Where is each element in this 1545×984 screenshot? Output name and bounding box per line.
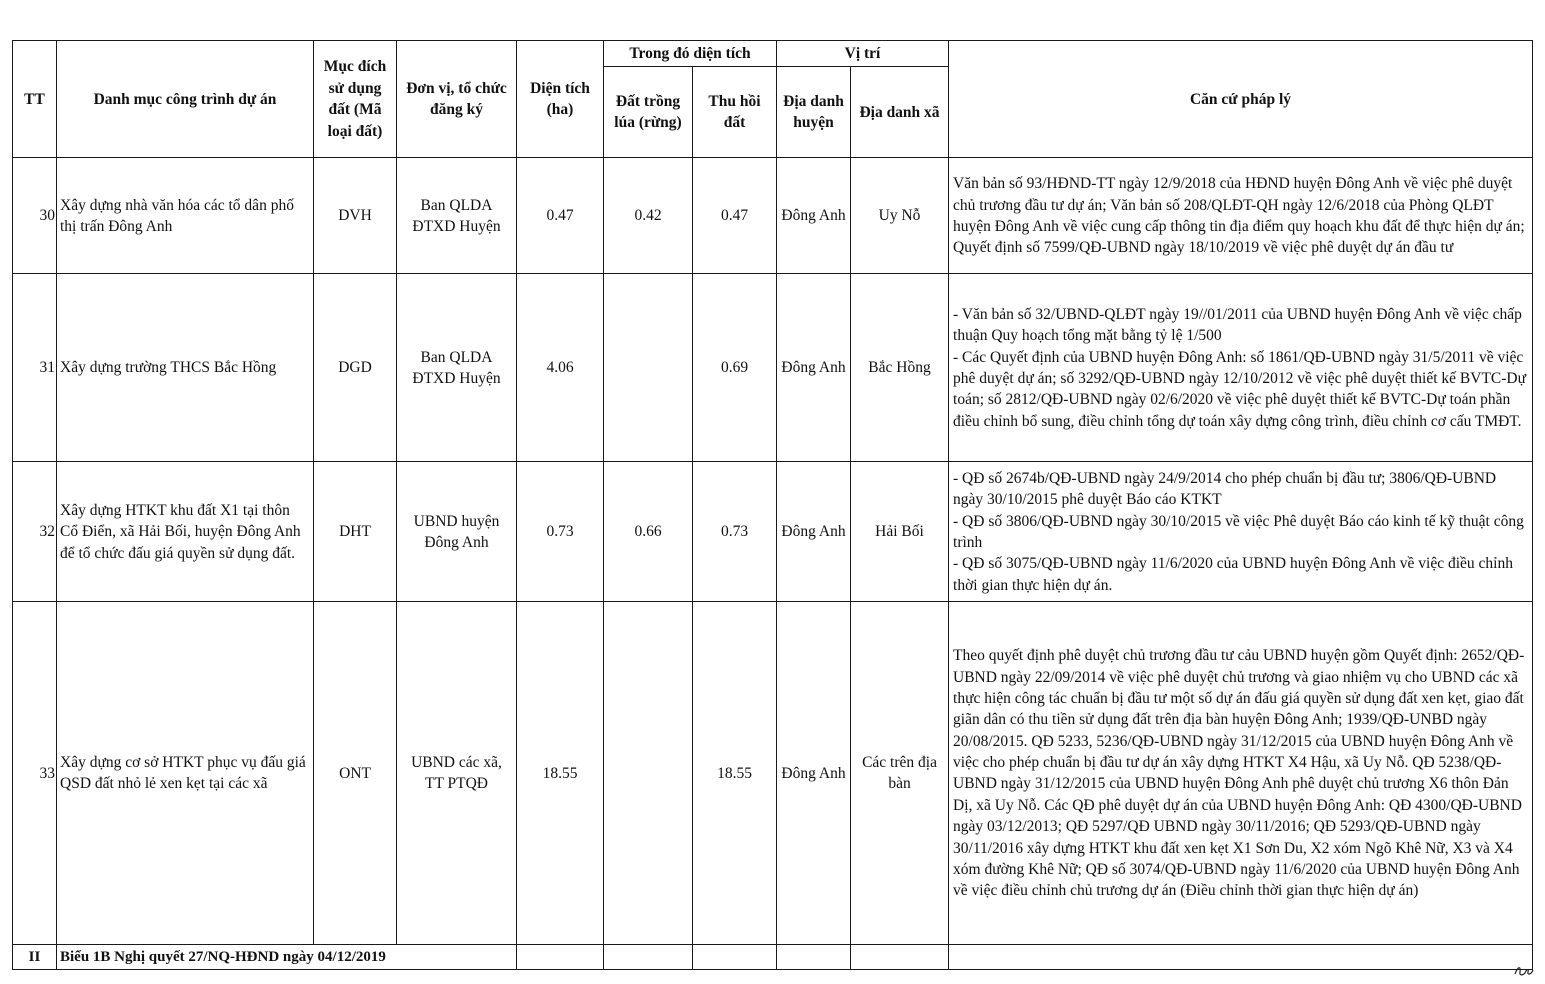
row-district: Đông Anh bbox=[777, 274, 851, 462]
row-area: 18.55 bbox=[517, 602, 604, 945]
header-within-group: Trong đó diện tích bbox=[604, 41, 777, 67]
row-purpose: DGD bbox=[314, 274, 397, 462]
row-commune: Bắc Hồng bbox=[851, 274, 949, 462]
row-recovered: 18.55 bbox=[693, 602, 777, 945]
row-tt: 32 bbox=[13, 462, 57, 602]
empty-cell bbox=[777, 945, 851, 970]
header-unit: Đơn vị, tổ chức đăng ký bbox=[397, 41, 517, 158]
header-legal: Căn cứ pháp lý bbox=[949, 41, 1533, 158]
row-unit: Ban QLDA ĐTXD Huyện bbox=[397, 274, 517, 462]
empty-cell bbox=[851, 945, 949, 970]
header-tt: TT bbox=[13, 41, 57, 158]
row-recovered: 0.69 bbox=[693, 274, 777, 462]
initials-mark bbox=[1513, 962, 1535, 978]
table-row bbox=[13, 274, 1533, 462]
row-legal bbox=[949, 158, 1533, 274]
row-recovered: 0.73 bbox=[693, 462, 777, 602]
row-project: Xây dựng HTKT khu đất X1 tại thôn Cổ Điển, xã Hải Bối, huyện Đông Anh để tổ chức đấu giá quyền sử dụng đất. bbox=[57, 462, 314, 602]
row-project: Xây dựng cơ sở HTKT phục vụ đấu giá QSD đất nhỏ lẻ xen kẹt tại các xã bbox=[57, 602, 314, 945]
row-recovered: 0.47 bbox=[693, 158, 777, 274]
table-row bbox=[13, 462, 1533, 602]
empty-cell bbox=[693, 945, 777, 970]
row-tt: 30 bbox=[13, 158, 57, 274]
row-purpose: DVH bbox=[314, 158, 397, 274]
empty-cell bbox=[949, 945, 1533, 970]
header-area: Diện tích (ha) bbox=[517, 41, 604, 158]
row-rice: 0.42 bbox=[604, 158, 693, 274]
legal-line: - QĐ số 3806/QĐ-UBND ngày 30/10/2015 về việc Phê duyệt Báo cáo kinh tế kỹ thuật công trình bbox=[953, 512, 1524, 551]
row-tt: 31 bbox=[13, 274, 57, 462]
header-project: Danh mục công trình dự án bbox=[57, 41, 314, 158]
table-row bbox=[13, 158, 1533, 274]
empty-cell bbox=[604, 945, 693, 970]
table-row bbox=[13, 602, 1533, 945]
header-location-group: Vị trí bbox=[777, 41, 949, 67]
row-rice: 0.66 bbox=[604, 462, 693, 602]
row-unit: UBND các xã, TT PTQĐ bbox=[397, 602, 517, 945]
row-district: Đông Anh bbox=[777, 158, 851, 274]
row-tt: 33 bbox=[13, 602, 57, 945]
row-area: 0.47 bbox=[517, 158, 604, 274]
empty-cell bbox=[517, 945, 604, 970]
header-purpose: Mục đích sử dụng đất (Mã loại đất) bbox=[314, 41, 397, 158]
legal-line: - QĐ số 2674b/QĐ-UBND ngày 24/9/2014 cho phép chuẩn bị đầu tư; 3806/QĐ-UBND ngày 30/10/2015 phê duyệt Báo cáo KTKT bbox=[953, 469, 1497, 509]
row-area: 4.06 bbox=[517, 274, 604, 462]
row-area: 0.73 bbox=[517, 462, 604, 602]
row-unit: UBND huyện Đông Anh bbox=[397, 462, 517, 602]
legal-line: Văn bản số 93/HĐND-TT ngày 12/9/2018 của HĐND huyện Đông Anh về việc phê duyệt chủ trương đầu tư dự án; Văn bản số 208/QLĐT-QH ngày 12/6/2018 của Phòng QLĐT huyện Đông Anh về việc cung cấp thông tin địa điểm quy hoạch khu đất để thực hiện dự án; Quyết định số 7599/QĐ-UBND ngày 18/10/2019 về việc phê duyệt dự án đầu tư bbox=[953, 175, 1525, 257]
legal-line: - QĐ số 3075/QĐ-UBND ngày 11/6/2020 của UBND huyện Đông Anh về việc điều chỉnh thời gian thực hiện dự án. bbox=[953, 555, 1513, 594]
row-purpose: ONT bbox=[314, 602, 397, 945]
row-commune: Các trên địa bàn bbox=[851, 602, 949, 945]
row-legal bbox=[949, 274, 1533, 462]
row-project: Xây dựng nhà văn hóa các tổ dân phố thị trấn Đông Anh bbox=[57, 158, 314, 274]
header-commune: Địa danh xã bbox=[851, 67, 949, 158]
section-row bbox=[13, 945, 1533, 970]
row-purpose: DHT bbox=[314, 462, 397, 602]
legal-line: - Các Quyết định của UBND huyện Đông Anh: số 1861/QĐ-UBND ngày 31/5/2011 về việc phê duyệt dự án; số 3292/QĐ-UBND ngày 12/10/2012 về việc phê duyệt thiết kế BVTC-Dự toán; số 2812/QĐ-UBND ngày 02/6/2020 về việc phê duyệt thiết kế BVTC-Dự toán phần điều chỉnh bổ sung, điều chỉnh tổng dự toán xây dựng công trình, điều chỉnh cơ cấu TMĐT. bbox=[953, 348, 1527, 430]
row-district: Đông Anh bbox=[777, 602, 851, 945]
row-commune: Hải Bối bbox=[851, 462, 949, 602]
row-rice bbox=[604, 602, 693, 945]
row-project: Xây dựng trường THCS Bắc Hồng bbox=[57, 274, 314, 462]
row-legal bbox=[949, 602, 1533, 945]
legal-line: Theo quyết định phê duyệt chủ trương đầu tư cảu UBND huyện gồm Quyết định: 2652/QĐ-UBND ngày 22/09/2014 về việc phê duyệt chủ trương và giao nhiệm vụ cho UBND các xã thực hiện công tác chuẩn bị đầu tư một số dự án đấu giá quyền sử dụng đất xen kẹt, giao đất giãn dân có thu tiền sử dụng đất trên địa bàn huyện Đông Anh; 1939/QĐ-UNBD ngày 20/08/2015. QĐ 5233, 5236/QĐ-UBND ngày 31/12/2015 của UBND huyện Đông Anh về việc cho phép chuẩn bị đầu tư dự án xây dựng HTKT X4 Hậu, xã Uy Nỗ. QĐ 5238/QĐ-UBND ngày 31/12/2015 của UBND huyện Đông Anh phê duyệt chủ trương X6 thôn Đản Dị, xã Uy Nỗ. Các QĐ phê duyệt dự án của UBND huyện Đông Anh: QĐ 4300/QĐ-UBND ngày 03/12/2013; QĐ 5297/QĐ UBND ngày 30/11/2016; QĐ 5293/QĐ-UBND ngày 30/11/2016 xây dựng HTKT khu đất xen kẹt X1 Sơn Du, X2 xóm Ngõ Khê Nữ, X3 và X4 xóm đường Khê Nữ; QĐ số 3074/QĐ-UBND ngày 11/6/2020 của UBND huyện Đông Anh về việc điều chỉnh chủ trương dự án (Điều chỉnh thời gian thực hiện dự án) bbox=[953, 647, 1525, 900]
row-unit: Ban QLDA ĐTXD Huyện bbox=[397, 158, 517, 274]
header-district: Địa danh huyện bbox=[777, 67, 851, 158]
row-legal bbox=[949, 462, 1533, 602]
row-commune: Uy Nỗ bbox=[851, 158, 949, 274]
header-recovered: Thu hồi đất bbox=[693, 67, 777, 158]
legal-line: - Văn bản số 32/UBND-QLĐT ngày 19//01/2011 của UBND huyện Đông Anh về việc chấp thuận Quy hoạch tổng mặt bằng tỷ lệ 1/500 bbox=[953, 305, 1522, 345]
header-rice: Đất trồng lúa (rừng) bbox=[604, 67, 693, 158]
row-district: Đông Anh bbox=[777, 462, 851, 602]
row-rice bbox=[604, 274, 693, 462]
land-use-project-table bbox=[12, 40, 1533, 970]
section-title: Biểu 1B Nghị quyết 27/NQ-HĐND ngày 04/12/2019 bbox=[57, 945, 517, 970]
section-tt: II bbox=[13, 945, 57, 970]
